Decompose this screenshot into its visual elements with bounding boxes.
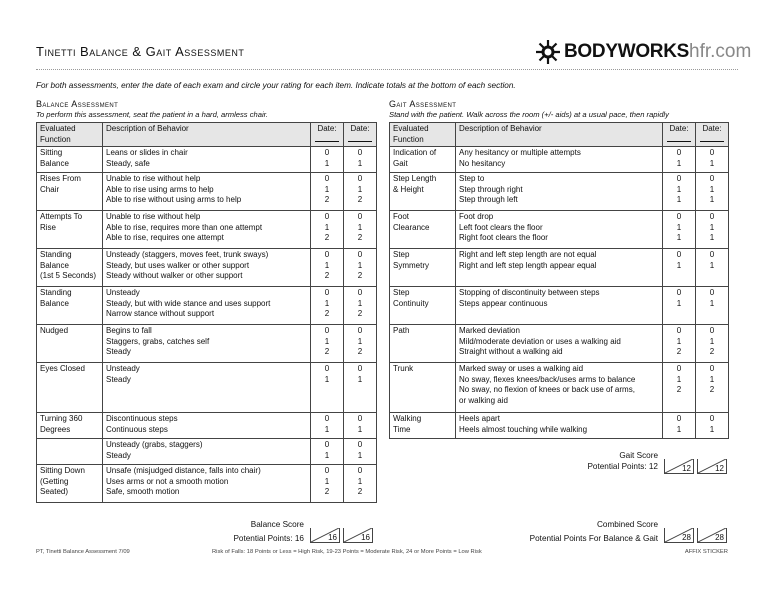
description-cell [456, 413, 663, 439]
combined-score-box-2[interactable]: 28 [697, 528, 727, 543]
score-option[interactable]: 1 [324, 374, 330, 384]
cell-line: & Height [393, 184, 424, 194]
cell-line: Clearance [393, 222, 430, 232]
function-cell [37, 147, 103, 173]
score-cell-date-1[interactable] [663, 147, 696, 173]
table-row [390, 211, 729, 249]
instructions: For both assessments, enter the date of each exam and circle your rating for each item. Indicate totals at the bottom of each section. [36, 81, 516, 90]
function-cell [37, 249, 103, 287]
cell-line: Steady [106, 347, 131, 356]
logo-brand-text: BODYWORKS [564, 41, 690, 62]
function-cell [37, 465, 103, 503]
score-cell-date-2[interactable] [696, 363, 729, 413]
table-row [37, 287, 377, 325]
description-cell [103, 147, 311, 173]
score-option[interactable]: 2 [324, 487, 330, 496]
function-cell [37, 325, 103, 363]
score-option[interactable]: 2 [357, 309, 363, 318]
logo-suffix-text: hfr.com [689, 41, 752, 62]
score-cell-date-2[interactable] [696, 287, 729, 325]
footer-affix-sticker: AFFIX STICKER [684, 549, 728, 555]
score-cell-date-2[interactable] [344, 363, 377, 413]
cell-line: Discontinuous steps [106, 414, 178, 423]
score-option[interactable]: 0 [676, 148, 682, 157]
description-cell [456, 147, 663, 173]
cell-line: Nudged [40, 326, 69, 335]
cell-line: No sway, no flexion of knees or back use of arms, [459, 385, 635, 394]
score-option[interactable]: 1 [709, 158, 715, 168]
cell-line: Seated) [40, 487, 69, 496]
balance-score-box-1[interactable]: 16 [310, 528, 340, 543]
cell-line: Stopping of discontinuity between steps [459, 288, 600, 297]
gait-potential-label: Potential Points: 12 [587, 462, 658, 471]
description-cell [456, 249, 663, 287]
score-cell-date-2[interactable] [696, 147, 729, 173]
function-cell [390, 325, 456, 363]
score-option[interactable]: 0 [357, 174, 363, 183]
cell-line: Step through left [459, 195, 518, 204]
score-option[interactable]: 2 [709, 385, 715, 394]
cell-line: Unsteady (staggers, moves feet, trunk sways) [106, 250, 269, 259]
score-option[interactable]: 0 [676, 212, 682, 221]
cell-line: Attempts To [40, 212, 83, 221]
table-row [390, 287, 729, 325]
score-cell-date-2[interactable] [344, 147, 377, 173]
score-option[interactable]: 1 [709, 298, 715, 308]
score-option[interactable]: 0 [709, 148, 715, 157]
score-option[interactable]: 2 [324, 271, 330, 280]
description-cell [103, 439, 311, 465]
table-row [390, 173, 729, 211]
cell-line: Foot [393, 212, 410, 221]
score-option[interactable]: 1 [324, 336, 330, 346]
score-option[interactable]: 1 [324, 424, 330, 434]
cell-line: Right and left step length appear equal [459, 260, 597, 270]
cell-line: Step Length [393, 174, 437, 183]
score-cell-date-1[interactable] [663, 211, 696, 249]
cell-line: Marked deviation [459, 326, 520, 335]
score-option[interactable]: 1 [709, 195, 715, 204]
function-cell [37, 439, 103, 465]
score-option[interactable]: 2 [324, 233, 330, 242]
function-cell [390, 211, 456, 249]
score-option[interactable]: 2 [676, 347, 682, 356]
sun-logo-icon [535, 39, 561, 65]
description-cell [103, 363, 311, 413]
balance-score-box-2[interactable]: 16 [343, 528, 373, 543]
score-option[interactable]: 0 [676, 250, 682, 259]
score-cell-date-2[interactable] [344, 173, 377, 211]
cell-line: Able to rise, requires one attempt [106, 233, 224, 242]
score-option[interactable]: 1 [676, 424, 682, 434]
header-evaluated-function: Evaluated Function [37, 123, 103, 147]
score-option[interactable]: 1 [709, 374, 715, 384]
function-cell [37, 287, 103, 325]
header-date-2[interactable]: Date: [696, 123, 729, 147]
score-cell-date-1[interactable] [311, 465, 344, 503]
function-cell [390, 413, 456, 439]
function-cell [37, 363, 103, 413]
table-row [37, 173, 377, 211]
cell-line: Narrow stance without support [106, 309, 215, 318]
function-cell [390, 173, 456, 211]
cell-line: Balance [40, 298, 69, 308]
cell-line: Steady without walker or other support [106, 271, 243, 280]
cell-line: Right and left step length are not equal [459, 250, 597, 259]
score-option[interactable]: 1 [324, 158, 330, 168]
score-option[interactable]: 0 [357, 364, 363, 373]
score-option[interactable]: 1 [709, 336, 715, 346]
description-cell [103, 211, 311, 249]
score-option[interactable]: 1 [676, 184, 682, 194]
score-option[interactable]: 1 [709, 233, 715, 242]
cell-line: Heels almost touching while walking [459, 424, 588, 434]
cell-line: Unsteady (grabs, staggers) [106, 440, 203, 449]
header-divider [36, 69, 738, 70]
cell-line: Unable to rise without help [106, 174, 201, 183]
score-option[interactable]: 0 [324, 364, 330, 373]
description-cell [103, 465, 311, 503]
cell-line: Unsteady [106, 288, 140, 297]
score-option[interactable]: 0 [357, 326, 363, 335]
brand-logo [535, 38, 751, 66]
header-date-1[interactable]: Date: [663, 123, 696, 147]
cell-line: Continuity [393, 298, 429, 308]
cell-line: Indication of [393, 148, 437, 157]
cell-line: Eyes Closed [40, 364, 85, 373]
score-cell-date-2[interactable] [344, 413, 377, 439]
score-option[interactable]: 0 [709, 288, 715, 297]
header-evaluated-function: Evaluated Function [390, 123, 456, 147]
score-option[interactable]: 2 [676, 385, 682, 394]
score-cell-date-1[interactable] [663, 249, 696, 287]
cell-line: (Getting [40, 476, 69, 486]
score-option[interactable]: 1 [357, 476, 363, 486]
score-cell-date-2[interactable] [344, 465, 377, 503]
function-cell [390, 249, 456, 287]
combined-score-label: Combined Score [597, 520, 658, 529]
score-option[interactable]: 0 [324, 250, 330, 259]
score-option[interactable]: 0 [324, 174, 330, 183]
balance-table [36, 122, 377, 503]
cell-line: Standing [40, 288, 72, 297]
table-row [390, 363, 729, 413]
function-cell [390, 147, 456, 173]
balance-section-title: Balance Assessment [36, 99, 119, 109]
score-cell-date-1[interactable] [311, 413, 344, 439]
score-option[interactable]: 1 [357, 298, 363, 308]
header-date-1[interactable]: Date: [311, 123, 344, 147]
combined-potential-label: Potential Points For Balance & Gait [529, 534, 658, 543]
score-cell-date-2[interactable] [344, 439, 377, 465]
description-cell [456, 363, 663, 413]
score-option[interactable]: 1 [357, 158, 363, 168]
cell-line: Marked sway or uses a walking aid [459, 364, 584, 373]
score-option[interactable]: 0 [676, 288, 682, 297]
score-option[interactable]: 0 [324, 440, 330, 449]
score-cell-date-1[interactable] [663, 325, 696, 363]
score-option[interactable]: 2 [324, 347, 330, 356]
score-option[interactable]: 0 [324, 414, 330, 423]
balance-score-label: Balance Score [250, 520, 304, 529]
footer-form-id: PT, Tinetti Balance Assessment 7/09 [36, 549, 130, 555]
header-date-2[interactable]: Date: [344, 123, 377, 147]
score-option[interactable]: 1 [324, 222, 330, 232]
score-option[interactable]: 0 [324, 326, 330, 335]
score-option[interactable]: 1 [709, 260, 715, 270]
score-option[interactable]: 0 [324, 212, 330, 221]
score-cell-date-1[interactable] [311, 439, 344, 465]
footer-risk-key: Risk of Falls: 18 Points or Less = High Risk, 19-23 Points = Moderate Risk, 24 or More Points = Low Risk [212, 549, 482, 555]
cell-line: Chair [40, 184, 60, 194]
cell-line: Right foot clears the floor [459, 233, 548, 242]
table-row [390, 413, 729, 439]
gait-score-box-2[interactable]: 12 [697, 459, 727, 474]
score-option[interactable]: 0 [357, 288, 363, 297]
score-option[interactable]: 0 [709, 414, 715, 423]
table-row [390, 147, 729, 173]
cell-line: Unable to rise without help [106, 212, 201, 221]
score-cell-date-1[interactable] [663, 363, 696, 413]
score-option[interactable]: 1 [676, 298, 682, 308]
score-option[interactable]: 2 [709, 347, 715, 356]
table-row [37, 439, 377, 465]
table-row [37, 211, 377, 249]
cell-line: Begins to fall [106, 326, 152, 335]
score-option[interactable]: 0 [709, 326, 715, 335]
score-option[interactable]: 0 [324, 148, 330, 157]
table-row [37, 363, 377, 413]
score-cell-date-1[interactable] [663, 413, 696, 439]
score-option[interactable]: 0 [324, 288, 330, 297]
score-option[interactable]: 0 [709, 364, 715, 373]
table-row [37, 465, 377, 503]
score-option[interactable]: 0 [709, 174, 715, 183]
score-option[interactable]: 1 [357, 374, 363, 384]
table-row [390, 325, 729, 363]
score-cell-date-2[interactable] [344, 211, 377, 249]
score-cell-date-1[interactable] [311, 173, 344, 211]
score-option[interactable]: 0 [357, 212, 363, 221]
score-option[interactable]: 1 [324, 476, 330, 486]
description-cell [103, 325, 311, 363]
balance-instructions: To perform this assessment, seat the patient in a hard, armless chair. [36, 110, 268, 119]
cell-line: Gait [393, 158, 408, 168]
score-cell-date-2[interactable] [344, 287, 377, 325]
cell-line: Steady [106, 374, 131, 384]
cell-line: Path [393, 326, 410, 335]
cell-line: (1st 5 Seconds) [40, 271, 97, 280]
page-title: Tinetti Balance & Gait Assessment [36, 44, 245, 59]
function-cell [37, 211, 103, 249]
cell-line: or walking aid [459, 395, 508, 405]
score-option[interactable]: 1 [324, 298, 330, 308]
cell-line: Time [393, 424, 411, 434]
score-option[interactable]: 1 [357, 260, 363, 270]
score-option[interactable]: 1 [324, 184, 330, 194]
cell-line: No sway, flexes knees/back/uses arms to balance [459, 374, 636, 384]
cell-line: Able to rise without using arms to help [106, 195, 242, 204]
cell-line: Step through right [459, 184, 523, 194]
cell-line: Steady, safe [106, 158, 150, 168]
score-option[interactable]: 1 [676, 374, 682, 384]
cell-line: Degrees [40, 424, 71, 434]
score-option[interactable]: 2 [357, 233, 363, 242]
score-cell-date-1[interactable] [663, 173, 696, 211]
score-option[interactable]: 1 [357, 222, 363, 232]
cell-line: Symmetry [393, 260, 429, 270]
score-option[interactable]: 0 [357, 414, 363, 423]
score-cell-date-2[interactable] [344, 249, 377, 287]
function-cell [37, 413, 103, 439]
score-option[interactable]: 0 [324, 466, 330, 475]
gait-instructions: Stand with the patient. Walk across the room (+/- aids) at a usual pace, then rapidly [389, 110, 669, 119]
cell-line: Heels apart [459, 414, 500, 423]
description-cell [103, 173, 311, 211]
score-option[interactable]: 1 [676, 260, 682, 270]
description-cell [103, 249, 311, 287]
score-option[interactable]: 1 [357, 424, 363, 434]
balance-potential-label: Potential Points: 16 [233, 534, 304, 543]
cell-line: Uses arms or not a smooth motion [106, 476, 229, 486]
function-cell [390, 363, 456, 413]
cell-line: Any hesitancy or multiple attempts [459, 148, 581, 157]
score-cell-date-2[interactable] [696, 173, 729, 211]
cell-line: Sitting [40, 148, 63, 157]
score-option[interactable]: 0 [709, 250, 715, 259]
cell-line: Foot drop [459, 212, 494, 221]
score-option[interactable]: 1 [676, 336, 682, 346]
gait-table [389, 122, 729, 439]
description-cell [456, 211, 663, 249]
score-option[interactable]: 1 [709, 424, 715, 434]
score-option[interactable]: 1 [324, 450, 330, 460]
cell-line: Balance [40, 260, 69, 270]
cell-line: Step [393, 288, 410, 297]
cell-line: Walking [393, 414, 422, 423]
cell-line: No hesitancy [459, 158, 506, 168]
table-row [37, 147, 377, 173]
cell-line: Steady [106, 450, 131, 460]
cell-line: Rise [40, 222, 57, 232]
cell-line: Straight without a walking aid [459, 347, 563, 356]
cell-line: Able to rise, requires more than one attempt [106, 222, 263, 232]
cell-line: Step to [459, 174, 485, 183]
score-cell-date-2[interactable] [696, 325, 729, 363]
score-option[interactable]: 1 [676, 195, 682, 204]
score-option[interactable]: 2 [324, 195, 330, 204]
score-option[interactable]: 2 [324, 309, 330, 318]
header-description: Description of Behavior [103, 123, 311, 147]
score-option[interactable]: 1 [709, 184, 715, 194]
cell-line: Sitting Down [40, 466, 85, 475]
score-cell-date-1[interactable] [311, 147, 344, 173]
cell-line: Turning 360 [40, 414, 83, 423]
score-cell-date-1[interactable] [311, 325, 344, 363]
cell-line: Left foot clears the floor [459, 222, 543, 232]
header-description: Description of Behavior [456, 123, 663, 147]
score-option[interactable]: 0 [676, 174, 682, 183]
cell-line: Staggers, grabs, catches self [106, 336, 210, 346]
function-cell [390, 287, 456, 325]
cell-line: Unsteady [106, 364, 140, 373]
cell-line: Leans or slides in chair [106, 148, 188, 157]
score-option[interactable]: 0 [357, 148, 363, 157]
score-option[interactable]: 2 [357, 487, 363, 496]
score-cell-date-1[interactable] [663, 287, 696, 325]
score-option[interactable]: 2 [357, 195, 363, 204]
combined-score-box-1[interactable]: 28 [664, 528, 694, 543]
cell-line: Able to rise using arms to help [106, 184, 214, 194]
score-cell-date-2[interactable] [344, 325, 377, 363]
cell-line: Safe, smooth motion [106, 487, 180, 496]
score-option[interactable]: 1 [709, 222, 715, 232]
score-option[interactable]: 1 [676, 222, 682, 232]
score-option[interactable]: 0 [676, 364, 682, 373]
score-option[interactable]: 0 [357, 250, 363, 259]
score-option[interactable]: 1 [357, 336, 363, 346]
score-cell-date-1[interactable] [311, 287, 344, 325]
cell-line: Steps appear continuous [459, 298, 548, 308]
cell-line: Balance [40, 158, 69, 168]
score-option[interactable]: 1 [324, 260, 330, 270]
score-cell-date-2[interactable] [696, 211, 729, 249]
gait-section-title: Gait Assessment [389, 99, 457, 109]
score-option[interactable]: 1 [357, 450, 363, 460]
score-option[interactable]: 0 [676, 414, 682, 423]
description-cell [456, 287, 663, 325]
score-option[interactable]: 0 [357, 440, 363, 449]
cell-line: Step [393, 250, 410, 259]
cell-line: Steady, but with wide stance and uses support [106, 298, 271, 308]
score-cell-date-1[interactable] [311, 249, 344, 287]
score-option[interactable]: 0 [709, 212, 715, 221]
cell-line: Standing [40, 250, 72, 259]
cell-line: Rises From [40, 174, 81, 183]
score-option[interactable]: 1 [676, 233, 682, 242]
gait-score-label: Gait Score [619, 451, 658, 460]
gait-score-box-1[interactable]: 12 [664, 459, 694, 474]
cell-line: Trunk [393, 364, 414, 373]
score-cell-date-2[interactable] [696, 413, 729, 439]
score-option[interactable]: 1 [676, 158, 682, 168]
description-cell [103, 287, 311, 325]
table-row [390, 249, 729, 287]
score-option[interactable]: 0 [357, 466, 363, 475]
cell-line: Unsafe (misjudged distance, falls into chair) [106, 466, 261, 475]
description-cell [456, 325, 663, 363]
score-option[interactable]: 0 [676, 326, 682, 335]
score-cell-date-2[interactable] [696, 249, 729, 287]
table-row [37, 249, 377, 287]
score-cell-date-1[interactable] [311, 363, 344, 413]
function-cell [37, 173, 103, 211]
description-cell [456, 173, 663, 211]
description-cell [103, 413, 311, 439]
cell-line: Continuous steps [106, 424, 168, 434]
score-option[interactable]: 1 [357, 184, 363, 194]
score-option[interactable]: 2 [357, 347, 363, 356]
table-row [37, 413, 377, 439]
score-option[interactable]: 2 [357, 271, 363, 280]
table-row [37, 325, 377, 363]
cell-line: Steady, but uses walker or other support [106, 260, 250, 270]
cell-line: Mild/moderate deviation or uses a walking aid [459, 336, 621, 346]
score-cell-date-1[interactable] [311, 211, 344, 249]
